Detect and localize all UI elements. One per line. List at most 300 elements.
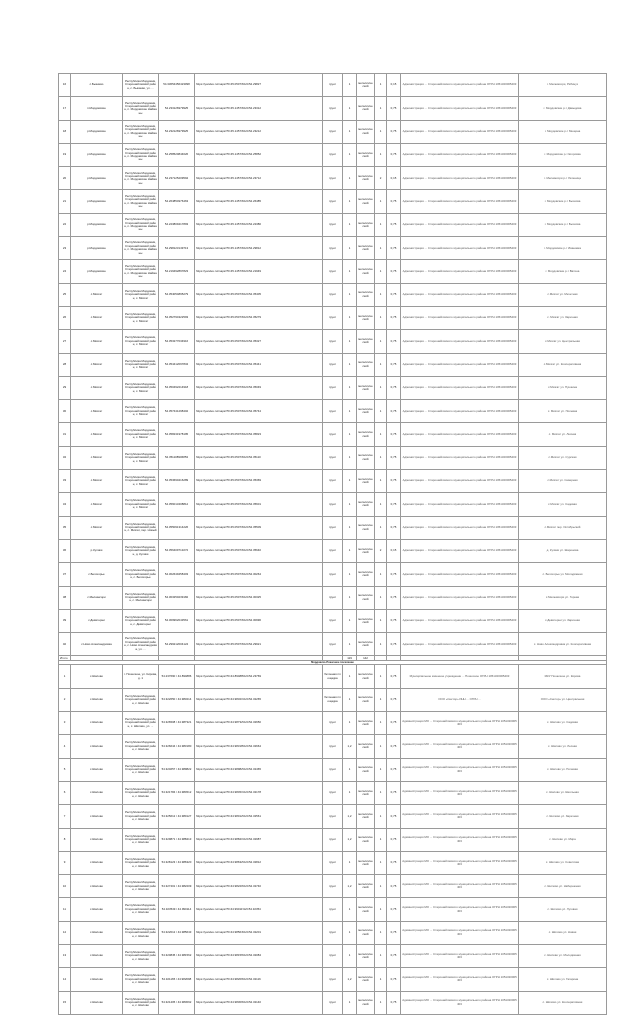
map-link-cell[interactable]: https://yandex.ru/maps/?ll=45.14573%2C54.29812 [195,237,323,260]
material-cell: металлический [357,609,375,632]
map-link-cell[interactable]: https://yandex.ru/maps/?ll=44.98564%2C54.32201 [195,921,323,944]
coordinates-cell: 54.353690416289 [159,470,195,493]
container-count-cell: 1 [343,539,357,562]
settlement-cell: с.Мизгат [71,493,123,516]
table-row [59,376,607,399]
map-link-cell[interactable]: https://yandex.ru/maps/?ll=45.05073%2C54.35640 [195,539,323,562]
volume-cell: 0,75 [387,688,401,711]
table-row [59,283,607,306]
settlement-cell: с.Быкиево [71,74,123,97]
area-cell: 1 [375,400,387,423]
container-count-cell: 1 [343,493,357,516]
waste-source-cell: с. Шилово ул. Гагарина [519,968,607,991]
table-row [59,735,607,758]
map-link-cell[interactable]: https://yandex.ru/maps/?ll=45.14573%2C54.23712 [195,167,323,190]
coordinates-cell: 54.352794322593 [159,306,195,329]
owner-organization-cell: Администрация ... Старошайговского муниципального района ОГРН 1051320005403 [401,353,519,376]
map-link-cell[interactable]: https://yandex.ru/maps/?ll=45.05073%2C54.35405 [195,283,323,306]
volume-cell: 0,75 [387,330,401,353]
container-count-cell: 1 [343,190,357,213]
volume-cell: 0,75 [387,470,401,493]
total-area: 142 [357,656,375,661]
table-row [59,493,607,516]
material-cell: металлический [357,400,375,423]
table-row [59,633,607,656]
table-row [59,470,607,493]
owner-organization-cell: Администрация ... Старошайговского муниципального района ОГРН 1051320005403 [401,260,519,283]
surface-type-cell: грунт [323,758,343,781]
waste-source-cell: с.Мизгат ул. Сурская [519,446,607,469]
surface-type-cell: грунт [323,260,343,283]
owner-organization-cell: Администрация МО ... Старошайговского муниципального района ОГРН 1051320005403 [401,968,519,991]
row-number: 16 [59,74,71,97]
table-row [59,306,607,329]
owner-organization-cell: Муниципальное казенное учреждение ... Пошечное ОГРН 1051320005403 [401,665,519,688]
map-link-cell[interactable]: https://yandex.ru/maps/?ll=45.05073%2C54.35441 [195,353,323,376]
row-number: 8 [59,828,71,851]
waste-source-cell: ООО «Сектор» ул. Центральная [519,688,607,711]
row-number: 40 [59,633,71,656]
volume-cell: 0,75 [387,353,401,376]
area-cell: 1 [375,493,387,516]
surface-type-cell: грунт [323,400,343,423]
waste-source-cell: с. Мизгат ул. Заречная [519,306,607,329]
area-cell: 1 [375,633,387,656]
surface-type-cell: грунт [323,516,343,539]
material-cell: металлический [357,516,375,539]
table-row [59,828,607,851]
area-cell: 2 [375,539,387,562]
owner-organization-cell: Администрация ... Старошайговского муниципального района ОГРН 1051320005403 [401,167,519,190]
address-cell: г. Пошечное, ул. Кирова, д. 1 [123,665,159,688]
address-cell: Республика Мордовия, Старошайговский район, п. Мордовские Найманы [123,120,159,143]
map-link-cell[interactable]: https://yandex.ru/maps/?ll=44.98732%2C54.32650 [195,712,323,735]
table-row [59,237,607,260]
area-cell: 1 [375,609,387,632]
row-number: 32 [59,446,71,469]
material-cell: металлический [357,875,375,898]
material-cell: металлический [357,213,375,236]
owner-organization-cell: Администрация МО ... Старошайговского муниципального района ОГРН 1051320005403 [401,712,519,735]
waste-source-cell: г. Мордовские р-т Ивановка [519,237,607,260]
waste-source-cell: с.Мизгат ул. Центральная [519,330,607,353]
row-number: 25 [59,283,71,306]
container-count-cell: 1 [343,944,357,967]
owner-organization-cell: Администрация ... Старошайговского муниципального района ОГРН 1051320005403 [401,213,519,236]
map-link-cell[interactable]: https://yandex.ru/maps/?ll=45.05073%2C54.30996 [195,609,323,632]
container-count-cell: 1 [343,633,357,656]
map-link-cell[interactable]: https://yandex.ru/maps/?ll=45.05073%2C54.35369 [195,470,323,493]
map-link-cell[interactable]: https://yandex.ru/maps/?ll=44.98451%2C54.32178 [195,781,323,804]
area-cell: 1 [375,688,387,711]
area-cell: 1 [375,758,387,781]
waste-source-cell: г. Мордовские р-т Ватина [519,260,607,283]
address-cell: Республика Мордовия, Старошайговский район, с. Шилово [123,944,159,967]
map-link-cell[interactable]: https://yandex.ru/maps/?ll=44.98982%2C54.32465 [195,758,323,781]
surface-type-cell: грунт [323,735,343,758]
waste-source-cell: с. Шилово ул. Советская [519,851,607,874]
settlement-cell: р.Мордовские [71,143,123,166]
map-link-cell[interactable]: https://yandex.ru/maps/?ll=44.98156%2C54.32084 [195,944,323,967]
material-cell: металлический [357,237,375,260]
row-number: 3 [59,712,71,735]
map-link-cell[interactable]: https://yandex.ru/maps/?ll=44.98318%2C54.32664 [195,735,323,758]
settlement-cell: с.Мизгат [71,400,123,423]
container-count-cell: 1 [343,376,357,399]
address-cell: Республика Мордовия, Старошайговский район, с. Шилово [123,991,159,1014]
area-cell: 1 [375,330,387,353]
map-link-cell[interactable]: https://yandex.ru/maps/?ll=45.14573%2C54.21949 [195,260,323,283]
settlement-cell: с.Мелюмсори [71,586,123,609]
row-number: 7 [59,805,71,828]
total-qty: 119 [343,656,357,661]
material-cell: металлический [357,330,375,353]
row-number: 18 [59,120,71,143]
volume-cell: 0,75 [387,97,401,120]
map-link-cell[interactable]: https://yandex.ru/maps/?ll=44.89488%2C54.23769 [195,665,323,688]
settlement-cell: п.Мордовские [71,97,123,120]
container-count-cell: 1 [343,423,357,446]
owner-organization-cell: Администрация ... Старошайговского муниципального района ОГРН 1051320005403 [401,539,519,562]
material-cell: металлический [357,353,375,376]
area-cell: 1 [375,991,387,1014]
surface-type-cell: грунт [323,143,343,166]
container-count-cell: 1 [343,516,357,539]
container-sites-table [58,73,607,1015]
surface-type-cell: бетонная площадка [323,688,343,711]
row-number: 38 [59,586,71,609]
map-link-cell[interactable]: https://yandex.ru/maps/?ll=44.98309%2C54.32140 [195,991,323,1014]
owner-organization-cell: Администрация ... Старошайговского муниципального района ОГРН 1051320005403 [401,120,519,143]
owner-organization-cell: Администрация ... Старошайговского муниципального района ОГРН 1051320005403 [401,446,519,469]
map-link-cell[interactable]: https://yandex.ru/maps/?ll=45.14573%2C54.26485 [195,190,323,213]
surface-type-cell: грунт [323,97,343,120]
table-row [59,353,607,376]
owner-organization-cell: Администрация ... Старошайговского муниципального района ОГРН 1051320005403 [401,237,519,260]
volume-cell: 0,75 [387,968,401,991]
row-number: 6 [59,781,71,804]
surface-type-cell: грунт [323,875,343,898]
row-number: 35 [59,516,71,539]
coordinates-cell: 54.325612 / 44.980127 [159,805,195,828]
volume-cell: 0,75 [387,143,401,166]
waste-source-cell: д. Кулики ул. Шаронова [519,539,607,562]
settlement-cell: с.Мизгат [71,446,123,469]
owner-organization-cell: Администрация МО ... Старошайговского муниципального района ОГРН 1051320005403 [401,898,519,921]
coordinates-cell: 54.232126979925 [159,120,195,143]
container-count-cell: 1 [343,712,357,735]
map-link-cell[interactable]: https://yandex.ru/maps/?ll=44.98321%2C54.32265 [195,688,323,711]
settlement-cell: с.Шилово [71,781,123,804]
volume-cell: 0,75 [387,120,401,143]
surface-type-cell: грунт [323,712,343,735]
surface-type-cell: грунт [323,120,343,143]
row-number: 11 [59,898,71,921]
address-cell: Республика Мордовия, Старошайговский район, п. Мордовские Найманы [123,143,159,166]
owner-organization-cell: Администрация ... Старошайговского муниципального района ОГРН 1051320005403 [401,190,519,213]
volume-cell: 0,75 [387,991,401,1014]
material-cell: металлический [357,376,375,399]
surface-type-cell: грунт [323,237,343,260]
address-cell: Республика Мордовия, Старошайговский район, п. Мордовские Найманы [123,213,159,236]
container-count-cell: 1 [343,97,357,120]
coordinates-cell: 54.298123149713 [159,237,195,260]
row-number: 14 [59,968,71,991]
area-cell: 1 [375,851,387,874]
material-cell: металлический [357,306,375,329]
container-count-cell: 1 [343,143,357,166]
row-number: 10 [59,875,71,898]
owner-organization-cell: Администрация МО ... Старошайговского муниципального района ОГРН 1051320005403 [401,735,519,758]
row-number: 21 [59,190,71,213]
container-count-cell: 1 [343,991,357,1014]
address-cell: Республика Мордовия, Старошайговский район, с. Мизгат, пер. Новый [123,516,159,539]
table-row [59,991,607,1014]
coordinates-cell: 54.355091314226 [159,516,195,539]
map-link-cell[interactable]: https://yandex.ru/maps/?ll=45.05073%2C54.35327 [195,330,323,353]
coordinates-cell: 54.326508 / 44.987321 [159,712,195,735]
surface-type-cell: грунт [323,167,343,190]
coordinates-cell: 54.321784 / 44.984512 [159,781,195,804]
coordinates-cell: 54.33654456423098 [159,74,195,97]
area-cell: 1 [375,190,387,213]
waste-source-cell: с.Мизгат ул. Садовая [519,493,607,516]
table-row [59,260,607,283]
settlement-cell: с.Мизгат [71,376,123,399]
coordinates-cell: 54.323549 / 44.990114 [159,898,195,921]
map-link-cell[interactable]: https://yandex.ru/maps/?ll=45.05073%2C54.35823 [195,423,323,446]
settlement-cell: с.Мизгат [71,283,123,306]
owner-organization-cell: Администрация ... Старошайговского муниципального района ОГРН 1051320005403 [401,400,519,423]
row-number: 23 [59,237,71,260]
owner-organization-cell: Администрация ... Старошайговского муниципального района ОГРН 1051320005403 [401,493,519,516]
table-section-b [59,665,607,1014]
area-cell: 1 [375,74,387,97]
settlement-cell: с.Мизгат [71,330,123,353]
material-cell: металлический [357,665,375,688]
volume-cell: 0,75 [387,563,401,586]
area-cell: 1 [375,353,387,376]
area-cell: 1 [375,470,387,493]
material-cell: металлический [357,781,375,804]
container-count-cell: 1,2 [343,875,357,898]
surface-type-cell: грунт [323,353,343,376]
coordinates-cell: 54.322650 / 44.983214 [159,688,195,711]
coordinates-cell: 54.357441298402 [159,400,195,423]
waste-source-cell: с. Мизгат ул. Полевая [519,400,607,423]
address-cell: Республика Мордовия, Старошайговский район, п. Мордовские Найманы [123,237,159,260]
table-row [59,944,607,967]
table-section-a [59,74,607,656]
table-row [59,330,607,353]
table-row [59,74,607,97]
surface-type-cell: грунт [323,898,343,921]
owner-organization-cell: Администрация ... Старошайговского муниципального района ОГРН 1051320005403 [401,586,519,609]
table-row [59,898,607,921]
table-row [59,586,607,609]
material-cell: металлический [357,97,375,120]
volume-cell: 0,75 [387,921,401,944]
row-number: 39 [59,609,71,632]
volume-cell: 0,15 [387,74,401,97]
map-link-cell[interactable]: https://yandex.ru/maps/?ll=45.05073%2C54.35509 [195,516,323,539]
table-row [59,446,607,469]
map-link-cell[interactable]: https://yandex.ru/maps/?ll=44.99011%2C54.32354 [195,898,323,921]
map-link-cell[interactable]: https://yandex.ru/maps/?ll=44.98209%2C54.32116 [195,968,323,991]
owner-organization-cell: Администрация ... Старошайговского муниципального района ОГРН 1051320005403 [401,609,519,632]
area-cell: 1 [375,735,387,758]
address-cell: Республика Мордовия, Старошайговский район, с. Мелюмсори [123,586,159,609]
container-count-cell: 1 [343,283,357,306]
material-cell: металлический [357,828,375,851]
coordinates-cell: 54.358231978195 [159,423,195,446]
area-cell: 1 [375,781,387,804]
table-row [59,609,607,632]
table-row [59,921,607,944]
address-cell: Республика Мордовия, Старошайговский район, с. Мизгат [123,470,159,493]
volume-cell: 0,75 [387,633,401,656]
area-cell: 1 [375,306,387,329]
row-number: 31 [59,423,71,446]
address-cell: Республика Мордовия, Старошайговский район, с. Мизгат [123,283,159,306]
waste-source-cell: с. Шилово ул. Новая [519,921,607,944]
map-link-cell[interactable]: https://yandex.ru/maps/?ll=45.05073%2C54.35601 [195,493,323,516]
waste-source-cell: с.Мизгат пер. Октябрьский [519,516,607,539]
address-cell: Республика Мордовия, Старошайговский район, с. Мизгат [123,423,159,446]
map-link-cell[interactable]: https://yandex.ru/maps/?ll=45.05073%2C54.35744 [195,400,323,423]
address-cell: Республика Мордовия, Старошайговский район, с. Мизгат [123,330,159,353]
table-row [59,143,607,166]
settlement-cell: р.Мордовские [71,213,123,236]
address-cell: Республика Мордовия, Старошайговский район, п. Мордовские Найманы [123,167,159,190]
table-row [59,120,607,143]
map-link-cell[interactable]: https://yandex.ru/maps/?ll=44.98841%2C54.32987 [195,828,323,851]
area-cell: 1 [375,260,387,283]
settlement-cell: с.Шилово [71,828,123,851]
container-count-cell: 1 [343,563,357,586]
container-count-cell: 1 [343,260,357,283]
map-link-cell[interactable]: https://yandex.ru/maps/?ll=45.05073%2C54.29921 [195,633,323,656]
waste-source-cell: с. Шилово ул. Кооперативная [519,991,607,1014]
map-link-cell[interactable]: https://yandex.ru/maps/?ll=45.14573%2C54.25852 [195,143,323,166]
address-cell: Республика Мордовия, Старошайговский район, с. Шилово [123,875,159,898]
surface-type-cell: грунт [323,944,343,967]
surface-type-cell: грунт [323,805,343,828]
material-cell: металлический [357,493,375,516]
settlement-cell: с.Шилово [71,665,123,688]
table-row [59,805,607,828]
owner-organization-cell: Администрация МО ... Старошайговского муниципального района ОГРН 1051320005403 [401,758,519,781]
settlement-cell: р.Мордовские [71,167,123,190]
waste-source-cell: с.Мизгат ул. Северная [519,470,607,493]
waste-source-cell: г. Мордовские р-т Бычкова [519,190,607,213]
map-link-cell[interactable]: https://yandex.ru/maps/?ll=45.05073%2C54.30325 [195,586,323,609]
address-cell: Республика Мордовия, Старошайговский район, с. Шилово [123,968,159,991]
row-number: 28 [59,353,71,376]
area-cell: 1 [375,898,387,921]
map-link-cell[interactable]: https://yandex.ru/maps/?ll=45.05073%2C54.35279 [195,306,323,329]
material-cell: металлический [357,586,375,609]
row-number: 26 [59,306,71,329]
volume-cell: 0,15 [387,167,401,190]
address-cell: Республика Мордовия, Старошайговский район, с. Мизгат [123,306,159,329]
owner-organization-cell: Администрация ... Старошайговского муниципального района ОГРН 1051320005403 [401,563,519,586]
material-cell: металлический [357,283,375,306]
volume-cell: 0,75 [387,758,401,781]
map-link-cell[interactable]: https://yandex.ru/maps/?ll=45.14573%2C54.23212 [195,120,323,143]
address-cell: Республика Мордовия, Старошайговский район, с. Шилово [123,735,159,758]
area-cell: 1 [375,516,387,539]
volume-cell: 0,75 [387,735,401,758]
material-cell: металлический [357,167,375,190]
volume-cell: 0,75 [387,493,401,516]
coordinates-cell: 54.223809417893 [159,213,195,236]
surface-type-cell: грунт [323,851,343,874]
row-number: 2 [59,688,71,711]
owner-organization-cell: Администрация МО ... Старошайговского муниципального района ОГРН 1051320005403 [401,944,519,967]
volume-cell: 0,15 [387,539,401,562]
surface-type-cell: грунт [323,991,343,1014]
area-cell: 1 [375,97,387,120]
waste-source-cell: г. Мелюмсори, Рябинуз [519,74,607,97]
coordinates-cell: 54.327401 / 44.982209 [159,875,195,898]
owner-organization-cell: Администрация ... Старошайговского муниципального района ОГРН 1051320005403 [401,330,519,353]
row-number: 12 [59,921,71,944]
waste-source-cell: с. Белогорье ул. Молодёжная [519,563,607,586]
settlement-cell: р.Мордовские [71,260,123,283]
coordinates-cell: 54.322012 / 44.985643 [159,921,195,944]
row-number: 1 [59,665,71,688]
material-cell: металлический [357,991,375,1014]
material-cell: металлический [357,944,375,967]
owner-organization-cell: Администрация ... Старошайговского муниципального района ОГРН 1051320005403 [401,376,519,399]
map-link-cell[interactable]: https://yandex.ru/maps/?ll=45.14573%2C54.22380 [195,213,323,236]
map-link-cell[interactable]: https://yandex.ru/maps/?ll=45.05073%2C54.35049 [195,376,323,399]
map-link-cell[interactable]: https://yandex.ru/maps/?ll=45.05073%2C54.30264 [195,563,323,586]
volume-cell: 0,75 [387,781,401,804]
address-cell: Республика Мордовия, Старошайговский район, с. Шилово [123,851,159,874]
settlement-cell: с.Шилово [71,805,123,828]
area-cell: 1 [375,120,387,143]
map-link-cell[interactable]: https://yandex.ru/maps/?ll=44.98012%2C54.32561 [195,805,323,828]
coordinates-cell: 54.356013408812 [159,493,195,516]
container-count-cell: 1 [343,758,357,781]
row-number: 9 [59,851,71,874]
waste-source-cell: с. Шилово ул. Школьная [519,781,607,804]
waste-source-cell: с.Девятерни ул. Заречная [519,609,607,632]
coordinates-cell: 54.258520844626 [159,143,195,166]
map-link-cell[interactable]: https://yandex.ru/maps/?ll=44.98632%2C54.32812 [195,851,323,874]
material-cell: металлический [357,921,375,944]
row-number: 22 [59,213,71,236]
container-count-cell: 1 [343,213,357,236]
map-link-cell[interactable]: https://yandex.ru/maps/?ll=45.05073%2C54.35110 [195,446,323,469]
coordinates-cell: 54.354054895279 [159,283,195,306]
address-cell: Республика Мордовия, Старошайговский район, с. Шилово [123,805,159,828]
volume-cell: 0,75 [387,875,401,898]
settlement-cell: с.Шилово [71,875,123,898]
map-link-cell[interactable]: https://yandex.ru/maps/?ll=45.05073%2C54.29827 [195,74,323,97]
address-cell: Республика Мордовия, Старошайговский район, с. Шилово [123,828,159,851]
surface-type-cell: грунт [323,423,343,446]
coordinates-cell: 54.237125209594 [159,167,195,190]
owner-organization-cell: Администрация ... Старошайговского муниципального района ОГРН 1051320005403 [401,97,519,120]
waste-source-cell: с.Мизгат ул. Мечетная [519,283,607,306]
settlement-cell: с.Мизгат [71,470,123,493]
area-cell: 1 [375,213,387,236]
map-link-cell[interactable]: https://yandex.ru/maps/?ll=44.98220%2C54.32740 [195,875,323,898]
map-link-cell[interactable]: https://yandex.ru/maps/?ll=45.14573%2C54.23312 [195,97,323,120]
